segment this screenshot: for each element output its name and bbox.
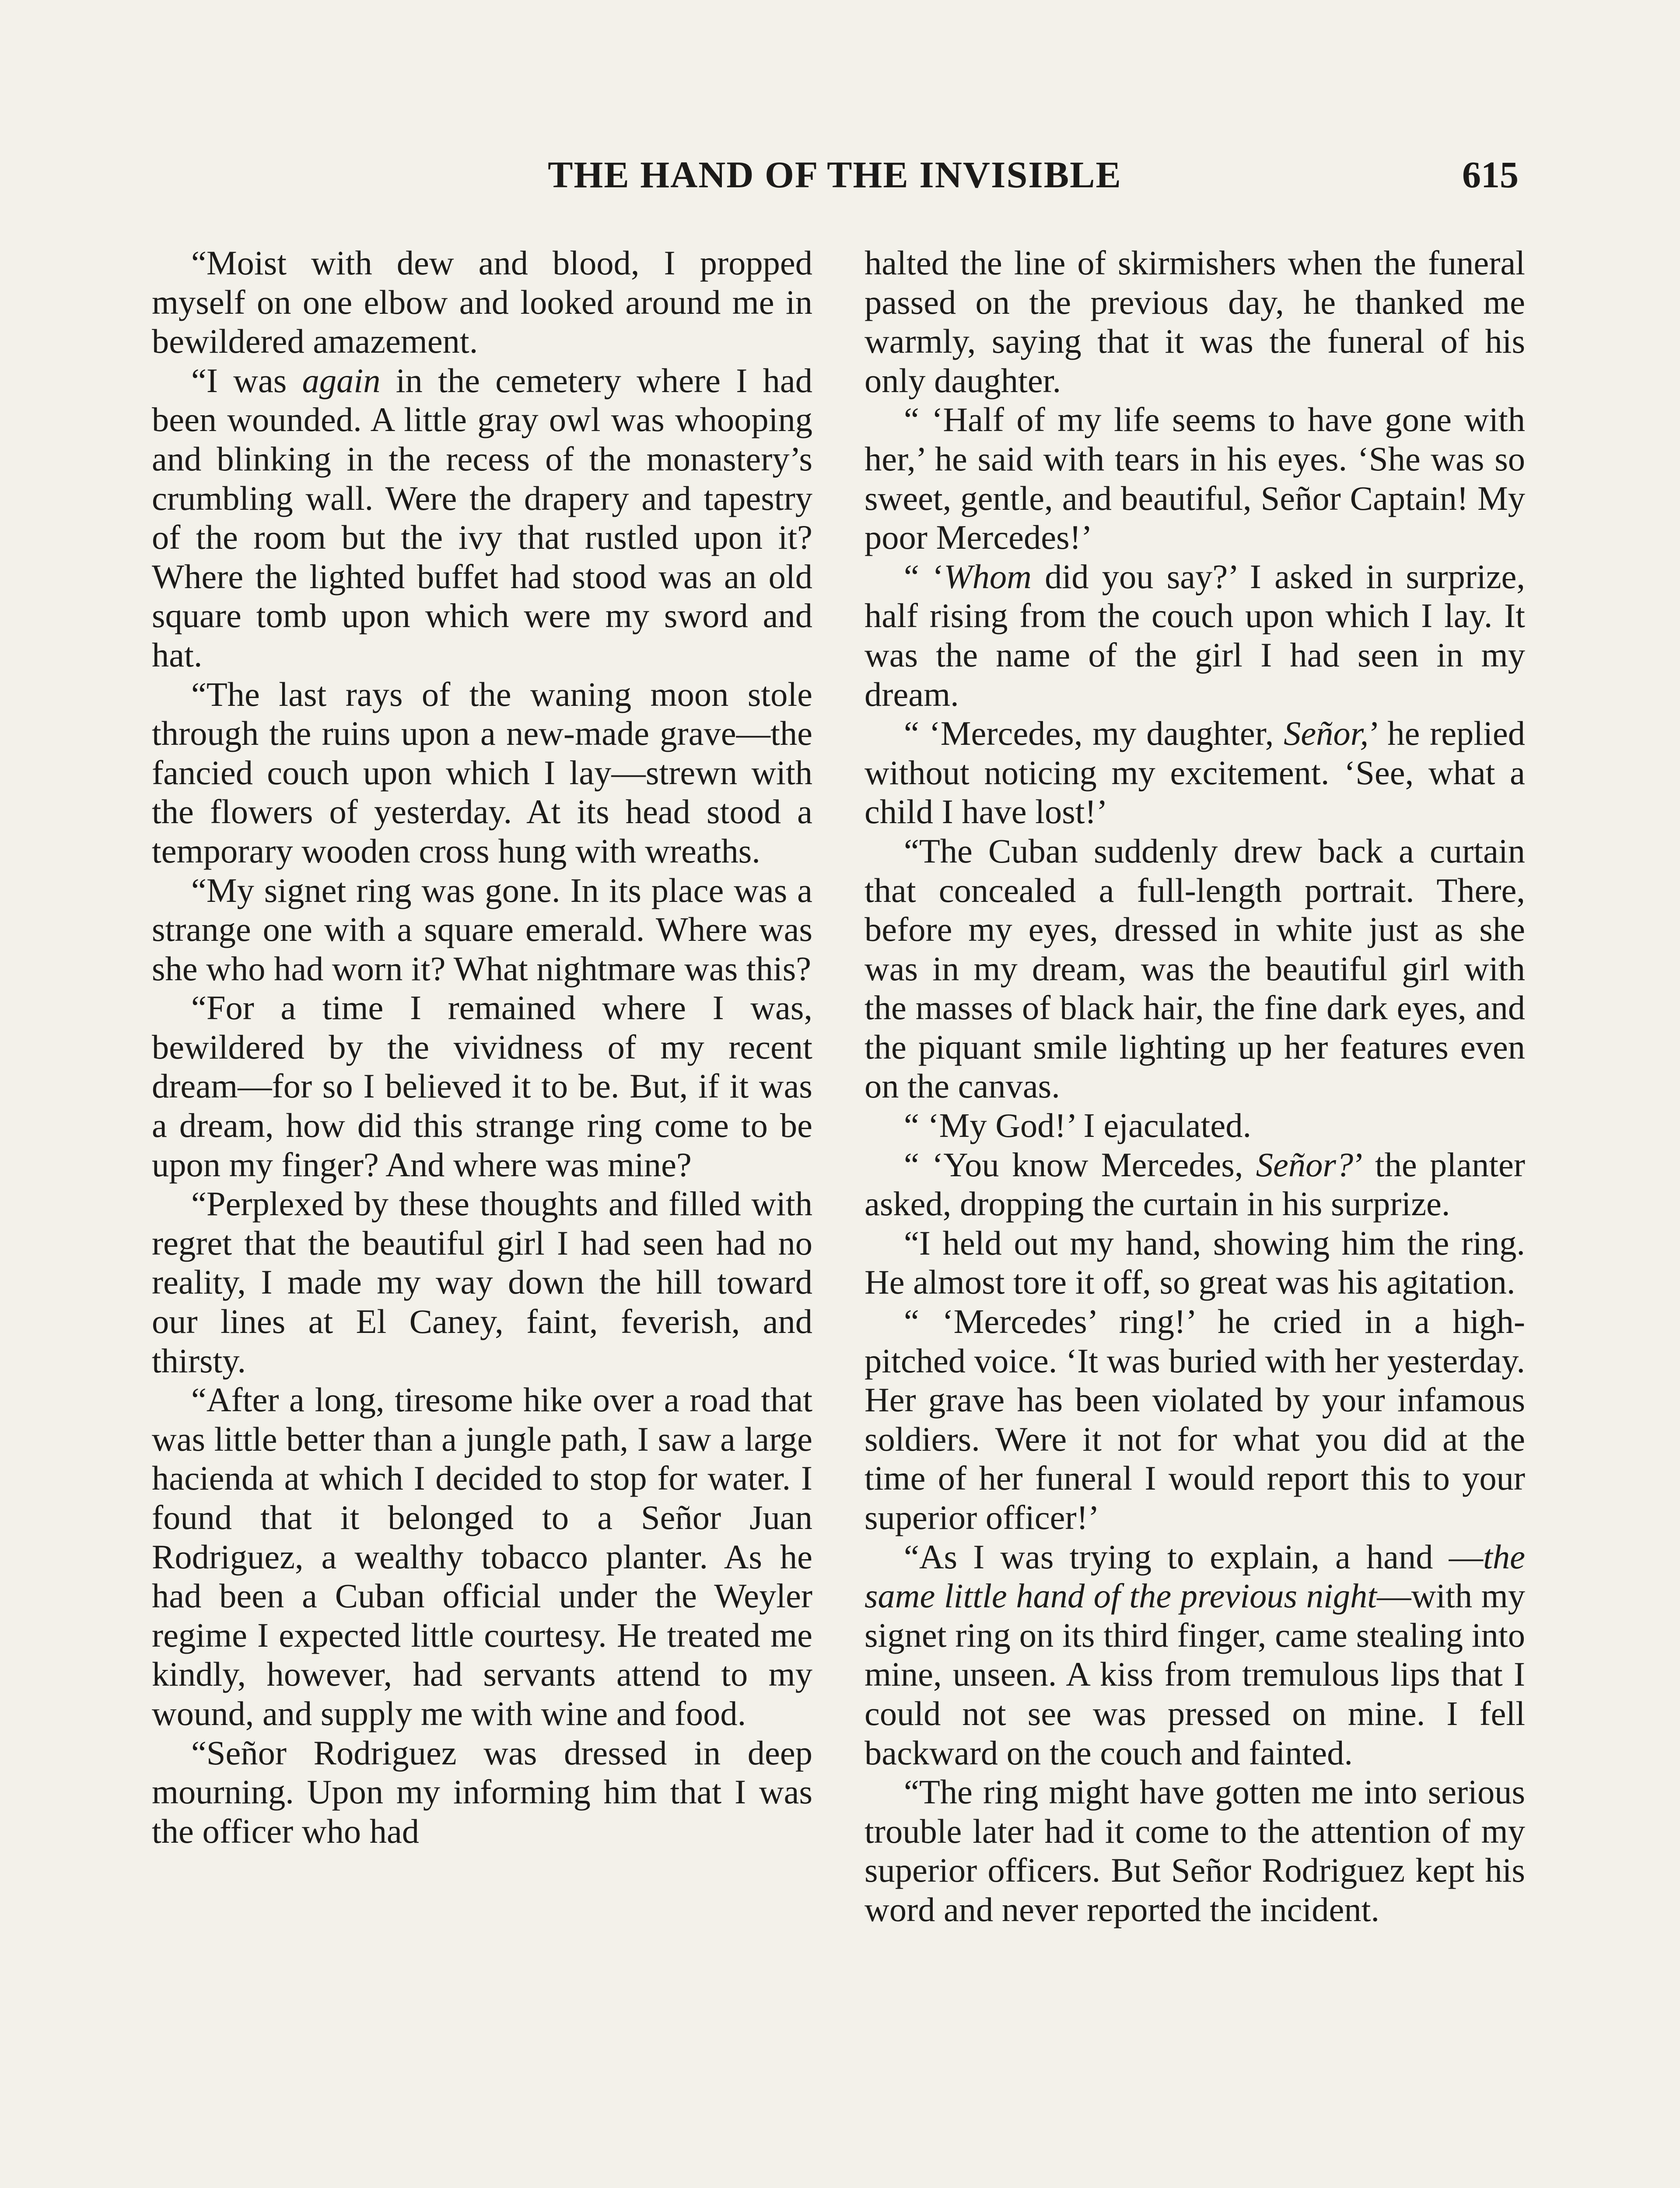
paragraph: “Perplexed by these thoughts and filled with regret that the beautiful girl I had seen had no reality, I made my way down the hill toward our lines at El Caney, faint, feverish, and thirsty. <box>152 1185 812 1380</box>
paragraph: “Señor Rodriguez was dressed in deep mourning. Upon my informing him that I was the officer who had <box>152 1733 812 1850</box>
page-header <box>151 151 1519 199</box>
paragraph: “The Cuban suddenly drew back a curtain that concealed a full-length portrait. There, before my eyes, dressed in white just as she was in my dream, was the beautiful girl with the masses of black hair, the fine dark eyes, and the piquant smile lighting up her features even on the canvas. <box>864 831 1525 1105</box>
page-number: 615 <box>1462 154 1519 196</box>
italic-text: again <box>302 361 381 400</box>
left-column <box>152 243 812 1851</box>
text-run: “ ‘Mercedes, my daughter, <box>904 714 1284 753</box>
text-run: ’ he replied without noticing my excitement. ‘See, what a child I have lost!’ <box>864 714 1525 831</box>
text-run: ’ the planter asked, dropping the curtain in his surprize. <box>864 1145 1525 1223</box>
paragraph <box>864 557 1525 714</box>
paragraph: “After a long, tiresome hike over a road that was little better than a jungle path, I saw a large hacienda at which I decided to stop for water. I found that it belonged to a Señor Juan Rodriguez, a wealthy tobacco planter. As he had been a Cuban official under the Weyler regime I expected little courtesy. He treated me kindly, however, had servants attend to my wound, and supply me with wine and food. <box>152 1381 812 1732</box>
running-head: THE HAND OF THE INVISIBLE <box>548 154 1122 196</box>
paragraph: “ ‘My God!’ I ejaculated. <box>904 1106 1252 1145</box>
italic-text: Whom <box>944 557 1032 596</box>
paragraph: “The last rays of the waning moon stole through the ruins upon a new-made grave—the fancied couch upon which I lay—strewn with the flowers of yesterday. At its head stood a temporary wooden cross hung with wreaths. <box>152 675 812 870</box>
paragraph: “My signet ring was gone. In its place was a strange one with a square emerald. Where was she who had worn it? What nightmare was this? <box>152 871 812 988</box>
paragraph: “ ‘Half of my life seems to have gone with her,’ he said with tears in his eyes. ‘She was so sweet, gentle, and beautiful, Señor Captain! My poor Mercedes!’ <box>864 400 1525 557</box>
italic-text: Señor? <box>1256 1145 1354 1184</box>
paragraph <box>864 1537 1525 1773</box>
italic-text: Señor, <box>1284 714 1369 753</box>
paragraph <box>864 1145 1525 1224</box>
text-run: “As I was trying to explain, a hand — <box>904 1537 1484 1576</box>
text-run: “I was <box>191 361 302 400</box>
paragraph: “Moist with dew and blood, I propped myself on one elbow and looked around me in bewildered amazement. <box>152 244 812 361</box>
paragraph: “For a time I remained where I was, bewildered by the vividness of my recent dream—for so I believed it to be. But, if it was a dream, how did this strange ring come to be upon my finger? And where was mine? <box>152 989 812 1184</box>
paragraph: halted the line of skirmishers when the funeral passed on the previous day, he thanked me warmly, saying that it was the funeral of his only daughter. <box>864 244 1525 400</box>
paragraph: “The ring might have gotten me into serious trouble later had it come to the attention of my superior officers. But Señor Rodriguez kept his word and never reported the incident. <box>864 1773 1525 1929</box>
paragraph: “ ‘Mercedes’ ring!’ he cried in a high-pitched voice. ‘It was buried with her yesterday. Her grave has been violated by your infamous soldiers. Were it not for what you did at the time of her funeral I would report this to your superior officer!’ <box>864 1302 1525 1536</box>
text-run: “ ‘ <box>904 557 944 596</box>
paragraph <box>152 361 812 675</box>
paragraph <box>864 714 1525 831</box>
right-column <box>864 243 1525 1929</box>
text-run: “ ‘You know Mercedes, <box>904 1145 1256 1184</box>
text-run: in the cemetery where I had been wounded. A little gray owl was whooping and blinking in the recess of the monastery’s crumbling wall. Were the drapery and tapestry of the room but the ivy that rustled upon it? Where the lighted buffet had stood was an old square tomb upon which were my sword and hat. <box>152 361 812 674</box>
text-run: did you say?’ I asked in surprize, half rising from the couch upon which I lay. It was the name of the girl I had seen in my dream. <box>864 557 1526 713</box>
text-run: —with my signet ring on its third finger, came stealing into mine, unseen. A kiss from tremulous lips that I could not see was pressed on mine. I fell backward on the couch and fainted. <box>864 1577 1525 1772</box>
italic-text: the same little hand of the previous night <box>864 1537 1525 1615</box>
paragraph: “I held out my hand, showing him the ring. He almost tore it off, so great was his agitation. <box>864 1224 1525 1301</box>
